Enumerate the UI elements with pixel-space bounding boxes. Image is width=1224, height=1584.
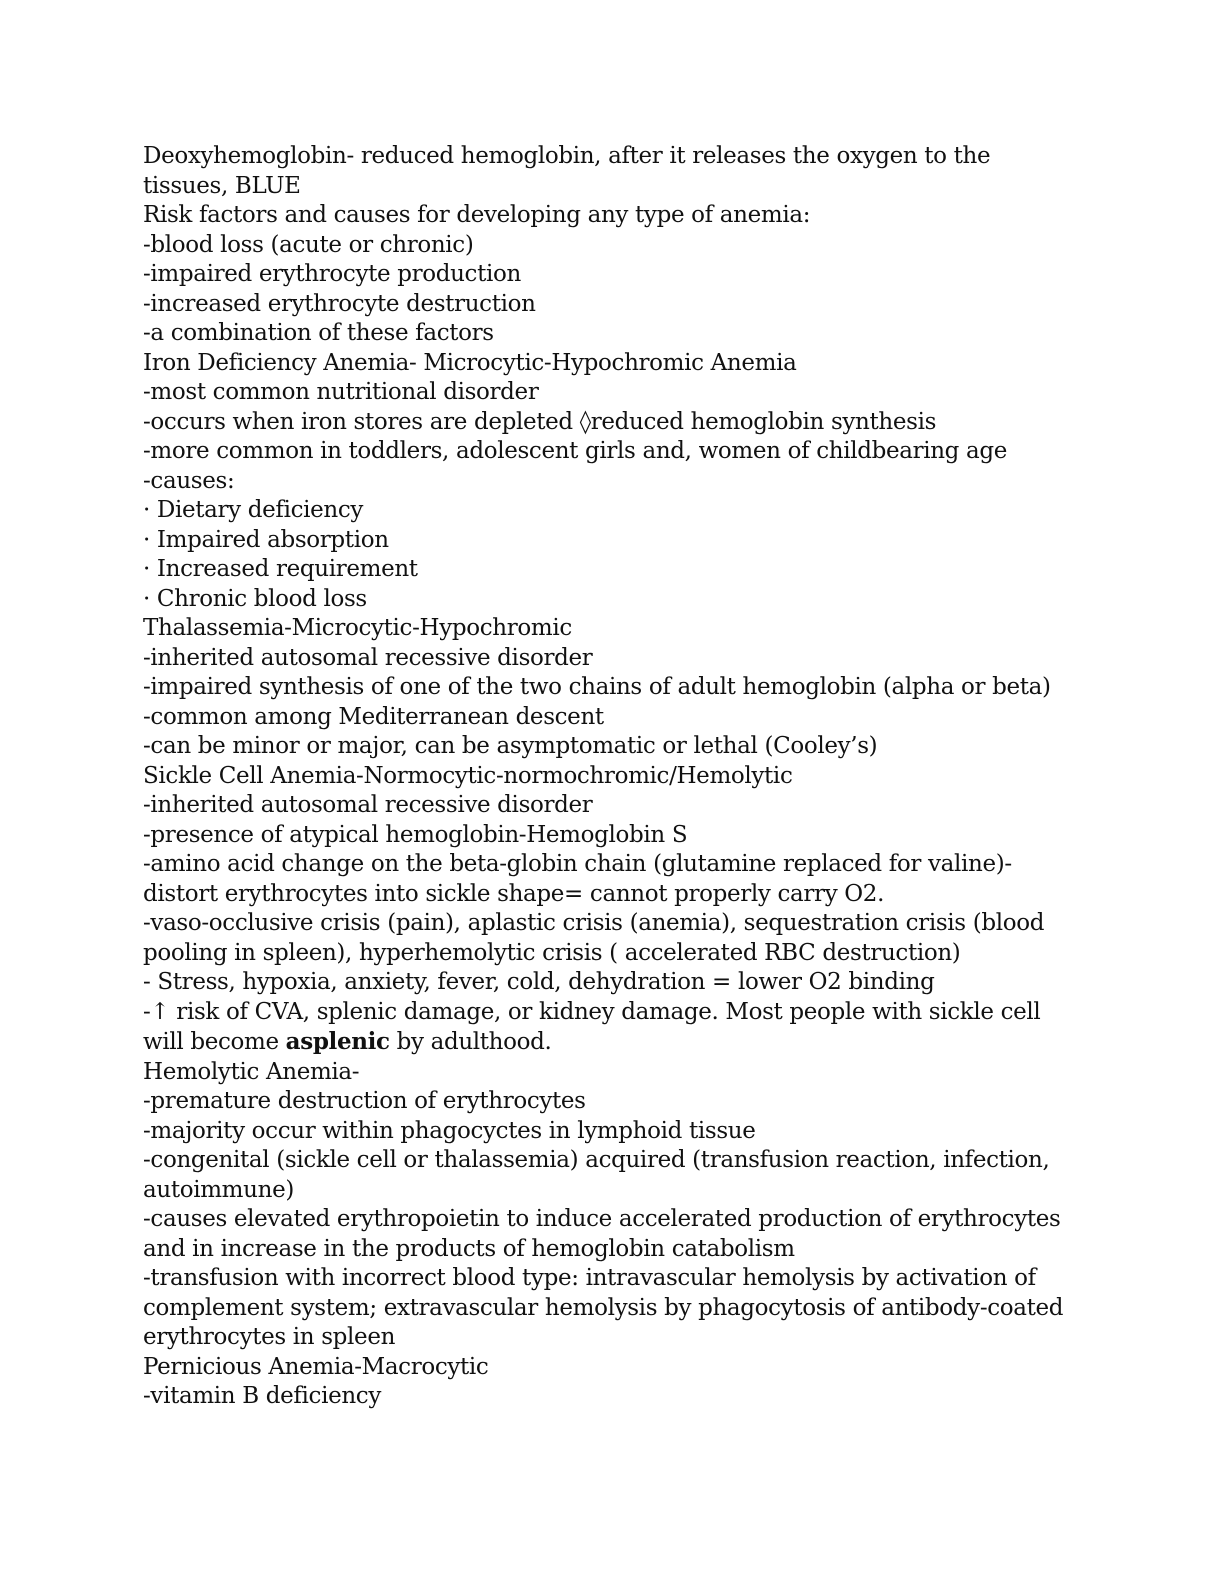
- text-line: -↑ risk of CVA, splenic damage, or kidney damage. Most people with sickle cell: [143, 998, 1041, 1025]
- text-line: -presence of atypical hemoglobin-Hemoglobin S: [143, 821, 688, 848]
- text-line: -majority occur within phagocyctes in lymphoid tissue: [143, 1117, 756, 1144]
- text-line: -premature destruction of erythrocytes: [143, 1088, 586, 1114]
- bullet-item: · Increased requirement: [143, 556, 418, 582]
- text-line: -can be minor or major, can be asymptomatic or lethal (Cooley’s): [143, 733, 878, 759]
- text-line: -more common in toddlers, adolescent girls and, women of childbearing age: [143, 438, 1008, 464]
- section-heading-hemolytic: Hemolytic Anemia-: [143, 1058, 360, 1085]
- text-line: -increased erythrocyte destruction: [143, 290, 536, 317]
- text-line: -transfusion with incorrect blood type: intravascular hemolysis by activation of: [143, 1265, 1036, 1291]
- text-line: -amino acid change on the beta-globin chain (glutamine replaced for valine)-: [143, 851, 1012, 877]
- section-heading-iron-deficiency: Iron Deficiency Anemia- Microcytic-Hypochromic Anemia: [143, 349, 797, 376]
- text-line-asplenic: [143, 1027, 1083, 1058]
- text-line: autoimmune): [143, 1176, 294, 1203]
- text-line: erythrocytes in spleen: [143, 1324, 396, 1350]
- text-line: Deoxyhemoglobin- reduced hemoglobin, after it releases the oxygen to the: [143, 143, 991, 169]
- text-line: -a combination of these factors: [143, 320, 494, 346]
- text-line: distort erythrocytes into sickle shape= cannot properly carry O2.: [143, 880, 885, 907]
- text-line: -impaired synthesis of one of the two chains of adult hemoglobin (alpha or beta): [143, 674, 1051, 700]
- section-heading-pernicious: Pernicious Anemia-Macrocytic: [143, 1353, 489, 1380]
- text-line: -common among Mediterranean descent: [143, 703, 604, 730]
- text-line: -impaired erythrocyte production: [143, 261, 521, 287]
- text-line: -blood loss (acute or chronic): [143, 231, 474, 258]
- text-line: tissues, BLUE: [143, 172, 301, 199]
- section-heading-sickle-cell: Sickle Cell Anemia-Normocytic-normochromic/Hemolytic: [143, 762, 793, 789]
- text-line: -congenital (sickle cell or thalassemia) acquired (transfusion reaction, infection,: [143, 1147, 1050, 1173]
- text-line: -occurs when iron stores are depleted ◊reduced hemoglobin synthesis: [143, 408, 937, 435]
- text-line: -inherited autosomal recessive disorder: [143, 792, 593, 818]
- text-line: -vitamin B deficiency: [143, 1383, 381, 1409]
- text-line: -most common nutritional disorder: [143, 379, 539, 405]
- text-line: pooling in spleen), hyperhemolytic crisis ( accelerated RBC destruction): [143, 939, 961, 966]
- text-line: -causes:: [143, 467, 235, 494]
- text-line: -causes elevated erythropoietin to induce accelerated production of erythrocytes: [143, 1206, 1061, 1232]
- bold-term-asplenic: asplenic: [285, 1028, 390, 1055]
- section-heading-thalassemia: Thalassemia-Microcytic-Hypochromic: [143, 615, 572, 641]
- document-body: [143, 142, 1083, 1412]
- bullet-item: · Dietary deficiency: [143, 497, 364, 523]
- text-line: and in increase in the products of hemoglobin catabolism: [143, 1235, 795, 1262]
- text-fragment: will become: [143, 1029, 286, 1055]
- text-line: - Stress, hypoxia, anxiety, fever, cold, dehydration = lower O2 binding: [143, 969, 935, 995]
- text-line: -inherited autosomal recessive disorder: [143, 644, 593, 671]
- bullet-item: · Chronic blood loss: [143, 585, 367, 612]
- text-line: -vaso-occlusive crisis (pain), aplastic crisis (anemia), sequestration crisis (blood: [143, 910, 1045, 936]
- text-line: Risk factors and causes for developing any type of anemia:: [143, 202, 811, 228]
- text-fragment: by adulthood.: [389, 1029, 552, 1055]
- text-line: complement system; extravascular hemolysis by phagocytosis of antibody-coated: [143, 1294, 1064, 1321]
- bullet-item: · Impaired absorption: [143, 526, 389, 553]
